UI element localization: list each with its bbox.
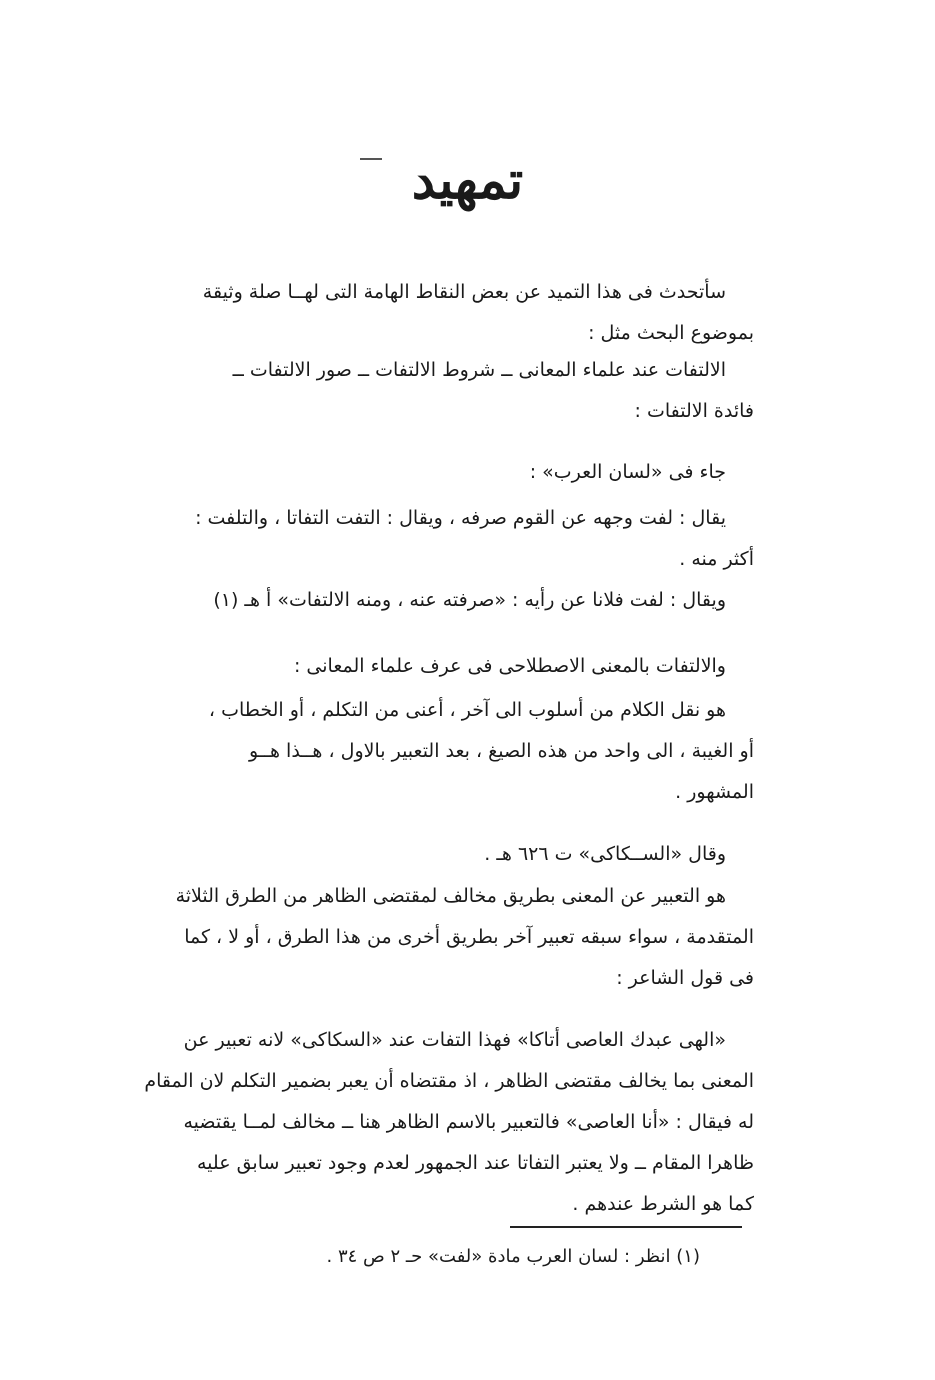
text-line: وقال «الســكاكى» ت ٦٢٦ هـ .	[484, 843, 726, 865]
term-definition	[78, 690, 754, 813]
text-line: ويقال : لفت فلانا عن رأيه : «صرفته عنه ، ومنه الالتفات» أ هـ (١)	[213, 589, 726, 611]
text-line: جاء فى «لسان العرب» :	[529, 461, 726, 483]
text-line: المعنى بما يخالف مقتضى الظاهر ، اذ مقتضاه أن يعبر بضمير التكلم لان المقام	[144, 1070, 754, 1092]
page-title: تمهيد	[411, 150, 524, 211]
text-line: المشهور .	[675, 781, 754, 803]
text-line: سأتحدث فى هذا التميد عن بعض النقاط الهامة التى لهــا صلة وثيقة	[202, 281, 726, 303]
text-line: له فيقال : «أنا العاصى» فالتعبير بالاسم الظاهر هنا ــ مخالف لمــا يقتضيه	[183, 1111, 754, 1133]
text-line: فائدة الالتفات :	[634, 400, 754, 422]
text-line: والالتفات بالمعنى الاصطلاحى فى عرف علماء المعانى :	[293, 655, 726, 677]
text-line: المتقدمة ، سواء سبقه تعبير آخر بطريق أخرى من هذا الطرق ، أو لا ، كما	[184, 926, 754, 948]
poem-discussion	[78, 1020, 754, 1225]
text-line: أكثر منه .	[679, 548, 754, 570]
text-line: هو التعبير عن المعنى بطريق مخالف لمقتضى الظاهر من الطرق الثلاثة	[175, 885, 726, 907]
footnote: (١) انظر : لسان العرب مادة «لفت» حـ ٢ ص ٣٤ .	[326, 1246, 700, 1267]
lisan-definition	[78, 498, 754, 580]
sakkaki-definition	[78, 876, 754, 999]
lisan-quote	[78, 580, 754, 621]
text-line: بموضوع البحث مثل :	[588, 322, 754, 344]
text-line: أو الغيبة ، الى واحد من هذه الصيغ ، بعد التعبير بالاول ، هــذا هــو	[249, 740, 754, 762]
sakkaki-heading	[78, 834, 754, 875]
text-line: هو نقل الكلام من أسلوب الى آخر ، أعنى من التكلم ، أو الخطاب ،	[208, 699, 726, 721]
term-heading	[78, 646, 754, 687]
lisan-heading	[78, 452, 754, 493]
text-line: كما هو الشرط عندهم .	[572, 1193, 754, 1215]
text-line: «الهى عبدك العاصى أتاكا» فهذا التفات عند «السكاكى» لانه تعبير عن	[183, 1029, 726, 1051]
topics-paragraph	[78, 350, 754, 432]
footnote-separator	[510, 1226, 742, 1228]
text-line: يقال : لفت وجهه عن القوم صرفه ، ويقال : التفت التفاتا ، والتلفت :	[195, 507, 726, 529]
intro-paragraph	[78, 272, 754, 354]
text-line: فى قول الشاعر :	[616, 967, 754, 989]
text-line: الالتفات عند علماء المعانى ــ شروط الالتفات ــ صور الالتفات ــ	[232, 359, 726, 381]
text-line: ظاهرا المقام ــ ولا يعتبر التفاتا عند الجمهور لعدم وجود تعبير سابق عليه	[196, 1152, 754, 1174]
